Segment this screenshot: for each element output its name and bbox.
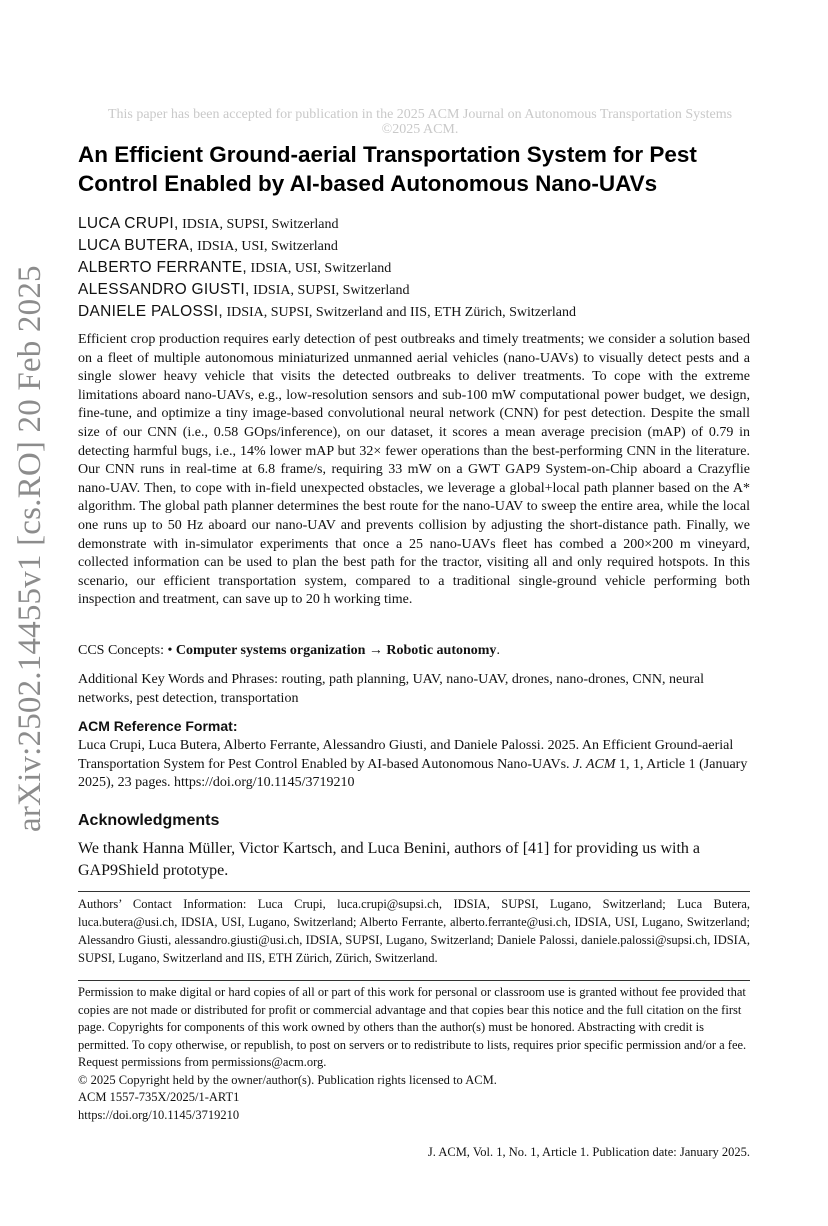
contact-information: Authors’ Contact Information: Luca Crupi, luca.crupi@supsi.ch, IDSIA, SUPSI, Lugano, Switzerland; Luca Butera, luca.butera@usi.ch, IDSIA, USI, Lugano, Switzerland; Alberto Ferrante, alberto.ferrante@usi.ch, IDSIA, USI, Lugano, Switzerland; Alessandro Giusti, alessandro.giusti@usi.ch, IDSIA, SUPSI, Lugano, Switzerland; Daniele Palossi, daniele.palossi@supsi.ch, IDSIA, SUPSI, Lugano, Switzerland and IIS, ETH Zürich, Zürich, Switzerland. [78,897,750,965]
doi-line: https://doi.org/10.1145/3719210 [78,1107,240,1122]
reference-format-heading: ACM Reference Format: [78,718,238,734]
watermark-line-2: ©2025 ACM. [381,122,459,137]
author-entry [78,235,778,257]
copyright-line: © 2025 Copyright held by the owner/author(s). Publication rights licensed to ACM. [78,1072,497,1087]
abstract-text: Efficient crop production requires early detection of pest outbreaks and timely treatments; we consider a solution based on a fleet of multiple autonomous miniaturized unmanned aerial vehicles (nano-UAVs) to visually detect pests and a single slower heavy vehicle that visits the detected outbreaks to deliver treatments. To cope with the extreme limitations aboard nano-UAVs, e.g., low-resolution sensors and sub-100 mW computational power budget, we design, fine-tune, and optimize a tiny image-based convolutional neural network (CNN) for pest detection. Despite the small size of our CNN (i.e., 0.58 GOps/inference), on our dataset, it scores a mean average precision (mAP) of 0.79 in detecting harmful bugs, i.e., 14% lower mAP but 32× fewer operations than the best-performing CNN in the literature. Our CNN runs in real-time at 6.8 frame/s, requiring 33 mW on a GWT GAP9 System-on-Chip aboard a Crazyflie nano-UAV. Then, to cope with in-field unexpected obstacles, we leverage a global+local path planner based on the A* algorithm. The global path planner determines the best route for the nano-UAV to sweep the entire area, while the local one runs up to 50 Hz aboard our nano-UAV and prevents collision by adjusting the short-distance path. Finally, we demonstrate with in-simulator experiments that once a 25 nano-UAVs fleet has combed a 200×200 m vineyard, collected information can be used to plan the best path for the tractor, visiting all and only required hotspots. In this scenario, our efficient transportation system, compared to a traditional single-ground vehicle performing both inspection and treatment, can save up to 20 h working time. [78,332,750,608]
author-entry [78,257,778,279]
author-entry [78,213,778,235]
acknowledgments-text: We thank Hanna Müller, Victor Kartsch, and Luca Benini, authors of [41] for providing us with a GAP9Shield prototype. [78,840,700,879]
ccs-concept: Computer systems organization → Robotic autonomy [175,643,497,658]
ccs-prefix: CCS Concepts: • [78,643,176,658]
permission-text: Permission to make digital or hard copies of all or part of this work for personal or classroom use is granted without fee provided that copies are not made or distributed for profit or commercial advantage and that copies bear this notice and the full citation on the first page. Copyrights for components of this work owned by others than the author(s) must be honored. Abstracting with credit is permitted. To copy otherwise, or republish, to post on servers or to redistribute to lists, requires prior specific permission and/or a fee. Request permissions from permissions@acm.org. [78,985,747,1069]
author-affiliation: IDSIA, SUPSI, Switzerland and IIS, ETH Zürich, Switzerland [226,305,576,320]
author-name: LUCA BUTERA, [78,237,194,254]
author-name: LUCA CRUPI, [78,215,179,232]
watermark-line-1: This paper has been accepted for publication in the 2025 ACM Journal on Autonomous Transportation Systems [107,107,733,122]
author-list [78,213,778,323]
divider [78,980,750,981]
author-entry [78,279,778,301]
author-name: DANIELE PALOSSI, [78,303,223,320]
reference-text-after: 1, 1, Article 1 (January 2025), 23 pages. https://doi.org/10.1145/3719210 [78,756,748,791]
page-footer: J. ACM, Vol. 1, No. 1, Article 1. Publication date: January 2025. [427,1145,750,1159]
author-entry [78,301,778,323]
acknowledgments-heading: Acknowledgments [78,812,220,829]
publication-watermark [40,107,800,137]
issn-line: ACM 1557-735X/2025/1-ART1 [78,1090,240,1104]
divider [78,891,750,892]
reference-format-text [78,737,750,793]
paper-title: An Efficient Ground-aerial Transportation System for Pest Control Enabled by AI-based Autonomous Nano-UAVs [78,142,697,196]
reference-text-before: Luca Crupi, Luca Butera, Alberto Ferrante, Alessandro Giusti, and Daniele Palossi. 2025. An Efficient Ground-aerial Transportation System for Pest Control Enabled by AI-based Autonomous Nano-UAVs. [78,738,734,772]
author-affiliation: IDSIA, SUPSI, Switzerland [253,283,410,298]
ccs-concepts [78,641,750,660]
author-affiliation: IDSIA, USI, Switzerland [250,261,392,276]
reference-journal: J. ACM [573,756,616,772]
permission-notice [78,984,750,1124]
author-name: ALESSANDRO GIUSTI, [78,281,250,298]
keywords: Additional Key Words and Phrases: routing, path planning, UAV, nano-UAV, drones, nano-drones, CNN, neural networks, pest detection, transportation [78,672,704,706]
author-name: ALBERTO FERRANTE, [78,259,248,276]
arxiv-identifier: arXiv:2502.14455v1 [cs.RO] 20 Feb 2025 [12,265,48,832]
ccs-suffix: . [496,643,500,658]
author-affiliation: IDSIA, SUPSI, Switzerland [182,217,339,232]
author-affiliation: IDSIA, USI, Switzerland [197,239,338,254]
